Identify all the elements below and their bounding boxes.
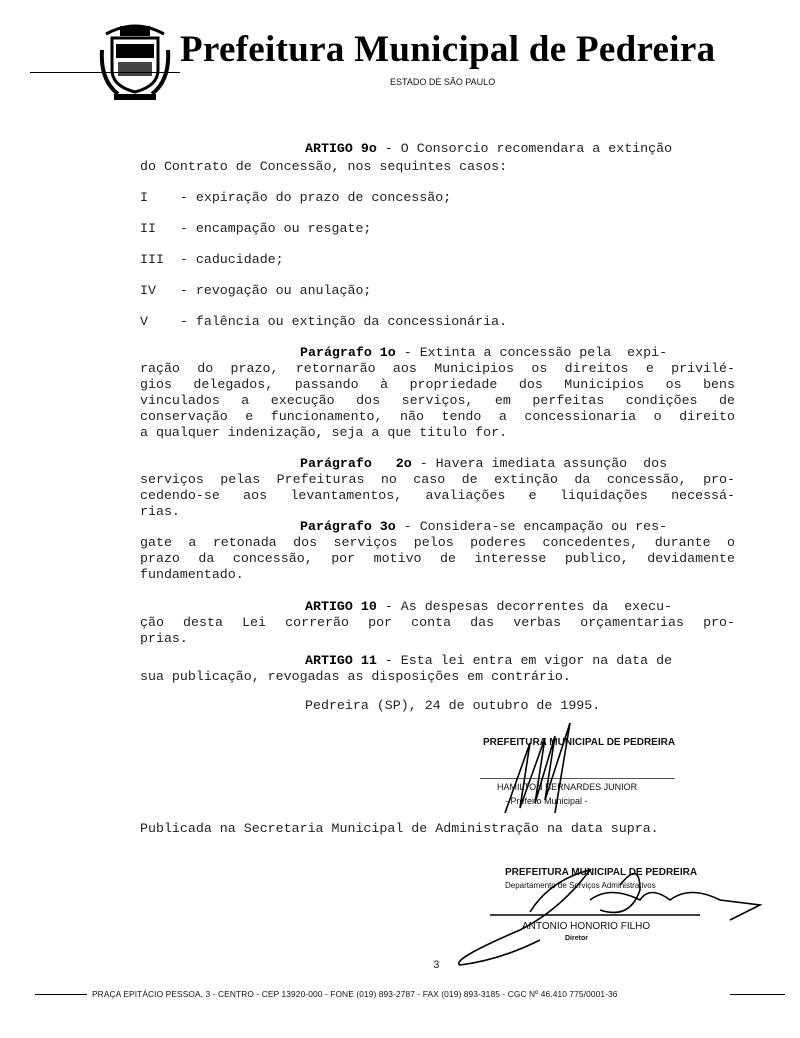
text-line: do Contrato de Concessão, nos sequintes casos: [140, 159, 508, 174]
date-line: Pedreira (SP), 24 de outubro de 1995. [305, 698, 601, 713]
text-line: ração do prazo, retornarão aos Municipios os direitos e privilé- [140, 361, 735, 376]
signature-2-name: ANTONIO HONORIO FILHO [522, 921, 651, 932]
handwritten-signature-2 [440, 860, 770, 970]
text-line: prias. [140, 631, 188, 646]
letterhead-state: ESTADO DE SÃO PAULO [390, 77, 496, 87]
article-10-heading: ARTIGO 10 - As despesas decorrentes da execu- [305, 599, 673, 614]
list-item: I - expiração do prazo de concessão; [140, 190, 452, 205]
text-line: gios delegados, passando à propriedade dos Municipios os bens [140, 377, 735, 392]
text-line: sua publicação, revogadas as disposições em contrário. [140, 669, 571, 684]
text-line: ção desta Lei correrão por conta das verbas orçamentarias pro- [140, 615, 735, 630]
signature-2-department: Departamento de Serviços Administrativos [505, 881, 656, 890]
text-line: rias. [140, 504, 180, 519]
text-line: cedendo-se aos levantamentos, avaliações e liquidações necessá- [140, 488, 735, 503]
text-line: conservação e funcionamento, não tendo a concessionaria o direito [140, 409, 735, 424]
list-item: III - caducidade; [140, 252, 284, 267]
list-item: II - encampação ou resgate; [140, 221, 372, 236]
paragraph-3-heading: Parágrafo 3o - Considera-se encampação ou res- [300, 519, 668, 534]
handwritten-signature-1 [500, 718, 590, 818]
city-coat-of-arms-logo [98, 20, 172, 106]
text-line: vinculados a execução dos serviços, em perfeitas condições de [140, 393, 735, 408]
signature-1-stamp: PREFEITURA MUNICIPAL DE PEDREIRA [483, 737, 676, 748]
text-line: a qualquer indenização, seja a que titulo for. [140, 425, 508, 440]
publication-note: Publicada na Secretaria Municipal de Administração na data supra. [140, 821, 659, 836]
letterhead-title: Prefeitura Municipal de Pedreira [180, 29, 716, 70]
text-line: fundamentado. [140, 567, 244, 582]
signature-2-stamp: PREFEITURA MUNICIPAL DE PEDREIRA [505, 867, 698, 878]
footer-address: PRAÇA EPITÁCIO PESSOA, 3 - CENTRO - CEP 13920-000 - FONE (019) 893-2787 - FAX (019) 893-3185 - CGC Nº 46.410 775/0001-36 [92, 989, 618, 999]
list-item: V - falência ou extinção da concessionária. [140, 314, 508, 329]
signature-1-role: - Prefeito Municipal - [505, 796, 588, 806]
page-number: 3 [433, 960, 440, 972]
paragraph-2-heading: Parágrafo 2o - Havera imediata assunção dos [300, 456, 668, 471]
paragraph-1-heading: Parágrafo 1o - Extinta a concessão pela expi- [300, 345, 668, 360]
article-9-heading: ARTIGO 9o - O Consorcio recomendara a extinção [305, 141, 673, 156]
text-line: gate a retonada dos serviços pelos poderes concedentes, durante o [140, 535, 735, 550]
signature-2-role: Diretor [565, 935, 588, 942]
signature-1-name: HAMILTON BERNARDES JUNIOR [497, 782, 638, 792]
text-line: prazo da concessão, por motivo de interesse publico, devidamente [140, 551, 735, 566]
article-11-heading: ARTIGO 11 - Esta lei entra em vigor na data de [305, 653, 673, 668]
list-item: IV - revogação ou anulação; [140, 283, 372, 298]
text-line: serviços pelas Prefeituras no caso de extinção da concessão, pro- [140, 472, 735, 487]
